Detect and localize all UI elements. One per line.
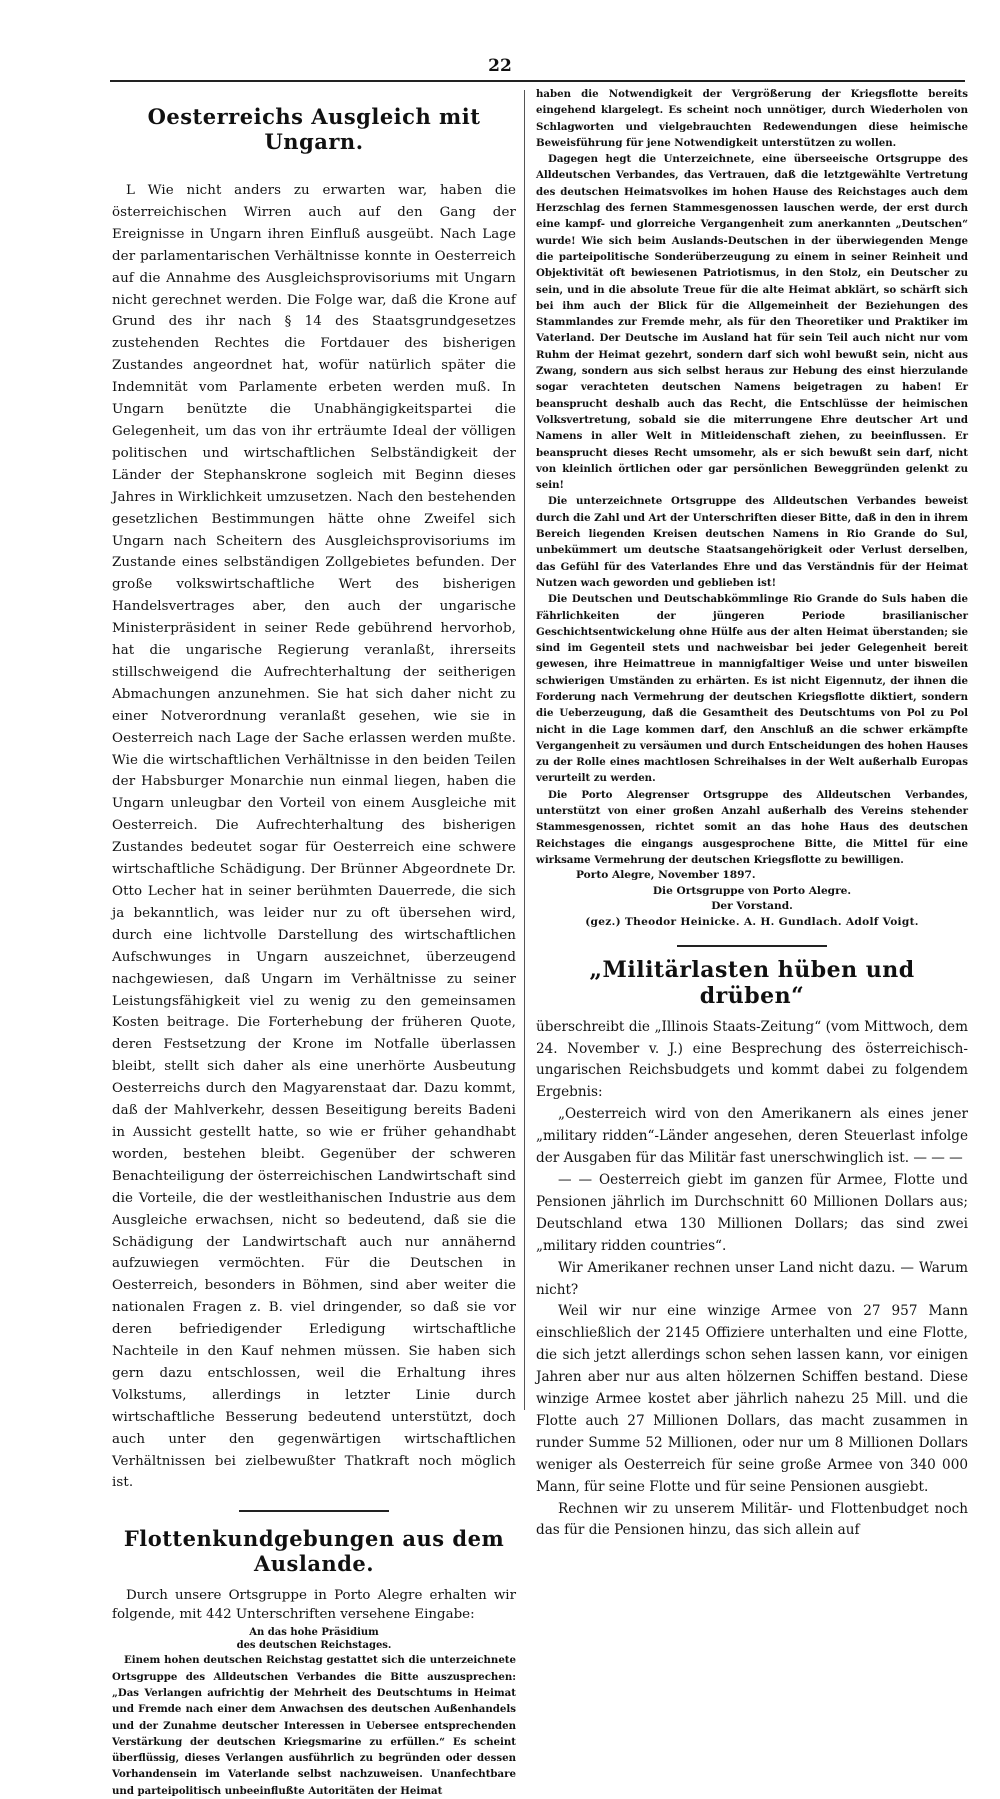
petition-paragraph: Die unterzeichnete Ortsgruppe des Alldeutschen Verbandes beweist durch die Zahl und Art der Unterschriften dieser Bitte, daß in den in ihrem Bereich liegenden Kreisen deutschen Namens in Rio Grande do Sul, unbekümmert um deutsche Staatsangehörigkeit oder Verlust derselben, das Gefühl für des Vaterlandes Ehre und das Verständnis für der Heimat Nutzen wach geworden und geblieben ist!: [536, 495, 968, 589]
petition-continued: haben die Notwendigkeit der Vergrößerung der Kriegsflotte bereits eingehend klargelegt. Es scheint noch unnötiger, durch Wiederholen von Schlagworten und vielgebrauchten Redewendungen diese heimische Beweisführung für jene Notwendigkeit unterstützen zu wollen.: [536, 88, 968, 149]
section-rule: [239, 1510, 389, 1512]
section-rule: [677, 945, 827, 947]
quote-paragraph: Weil wir nur eine winzige Armee von 27 957 Mann einschließlich der 2145 Offiziere unterhalten und eine Flotte, die sich jetzt allerdings schon sehen lassen kann, vor einigen Jahren aber nur aus alten hölzernen Schiffen bestand. Diese winzige Armee kostet aber jährlich nahezu 25 Mill. und die Flotte auch 27 Millionen Dollars, das macht zusammen in runder Summe 52 Millionen, oder nur um 8 Millionen Dollars weniger als Oesterreich für seine große Armee von 340 000 Mann, für seine Flotte und für seine Pensionen ausgiebt.: [536, 1303, 968, 1495]
article-title-flottenkundgebungen: Flottenkundgebungen aus dem Auslande.: [123, 1526, 505, 1577]
article-intro-flottenkundgebungen: Durch unsere Ortsgruppe in Porto Alegre erhalten wir folgende, mit 442 Unterschriften versehene Eingabe:: [112, 1588, 516, 1623]
article-intro-militaerlasten: überschreibt die „Illinois Staats-Zeitung“ (vom Mittwoch, dem 24. November v. J.) eine Besprechung des österreichisch-ungarischen Reichsbudgets und kommt dabei zu folgendem Ergebnis:: [536, 1018, 968, 1101]
group-line: Die Ortsgruppe von Porto Alegre.: [652, 884, 852, 897]
quote-paragraph: — — Oesterreich giebt im ganzen für Armee, Flotte und Pensionen jährlich im Durchschnitt 60 Millionen Dollars aus; Deutschland etwa 130 Millionen Dollars; das sind zwei „military ridden countries“.: [536, 1171, 968, 1254]
address-line-2: des deutschen Reichstages.: [236, 1640, 392, 1652]
column-divider: [524, 90, 525, 1410]
quote-paragraph: Wir Amerikaner rechnen unser Land nicht dazu. — Warum nicht?: [536, 1259, 968, 1298]
page-number: 22: [488, 56, 512, 76]
right-column: [536, 86, 968, 1542]
quote-paragraph: „Oesterreich wird von den Amerikanern als eines jener „military ridden“-Länder angesehen, deren Steuerlast infolge der Ausgaben für das Militär fast unerschwinglich ist. — — —: [536, 1106, 968, 1167]
petition-paragraph: Die Deutschen und Deutschabkömmlinge Rio Grande do Suls haben die Fährlichkeiten der jüngeren Periode brasilianischer Geschichtsentwickelung ohne Hülfe aus der alten Heimat überstanden; sie sind im Gegenteil stets und nachweisbar bei jeder Gelegenheit bereit gewesen, ihre Heimattreue in mannigfaltiger Weise und unter bisweilen schwierigen Umständen zu erhärten. Es ist nicht Eigennutz, der ihnen die Forderung nach Vermehrung der deutschen Kriegsflotte diktiert, sondern die Ueberzeugung, daß die Gesamtheit des Deutschtums von Pol zu Pol nicht in die Lage kommen darf, den Anschluß an die schwer erkämpfte Vergangenheit zu versäumen und durch Entscheidungen des hohen Hauses zu der Rolle eines machtlosen Schreihalses in der Welt außerhalb Europas verurteilt zu werden.: [536, 593, 968, 785]
board-line: Der Vorstand.: [711, 900, 793, 913]
left-column: [112, 86, 516, 1799]
petition-text: Einem hohen deutschen Reichstag gestattet sich die unterzeichnete Ortsgruppe des Alldeutschen Verbandes die Bitte auszusprechen: „Das Verlangen aufrichtig der Mehrheit des Deutschtums in Heimat und Fremde nach einer dem Anwachsen des deutschen Außenhandels und der Zunahme deutscher Interessen in Uebersee entsprechenden Verstärkung der deutschen Kriegsmarine zu erfüllen.“ Es scheint überflüssig, dieses Verlangen ausführlich zu begründen oder dessen Vorhandensein im Vaterlande selbst nachzuweisen. Unanfechtbare und parteipolitisch unbeeinflußte Autoritäten der Heimat: [112, 1654, 516, 1797]
article-body-ausgleich: L Wie nicht anders zu erwarten war, haben die österreichischen Wirren auch auf den Gang der Ereignisse in Ungarn ihren Einfluß ausgeübt. Nach Lage der parlamentarischen Verhältnisse konnte in Oesterreich auf die Annahme des Ausgleichsprovisoriums mit Ungarn nicht gerechnet werden. Die Folge war, daß die Krone auf Grund des ihr nach § 14 des Staatsgrundgesetzes zustehenden Rechtes die Fortdauer des bisherigen Zustandes angeordnet hat, wofür natürlich später die Indemnität vom Parlamente erbeten werden muß. In Ungarn benützte die Unabhängigkeitspartei die Gelegenheit, um das von ihr erträumte Ideal der völligen politischen und wirtschaftlichen Selbständigkeit der Länder der Stephanskrone sogleich mit Beginn dieses Jahres in Wirklichkeit umzusetzen. Nach den bestehenden gesetzlichen Bestimmungen hätte ohne Zweifel sich Ungarn nach Scheitern des Ausgleichsprovisoriums im Zustande eines selbständigen Zollgebietes befunden. Der große volkswirtschaftliche Wert des bisherigen Handelsvertrages aber, den auch der ungarische Ministerpräsident in seiner Rede gebührend hervorhob, hat die ungarische Regierung veranlaßt, ihrerseits stillschweigend die Aufrechterhaltung der seitherigen Abmachungen anzunehmen. Sie hat sich daher nicht zu einer Notverordnung veranlaßt gesehen, wie sie in Oesterreich nach Lage der Sache erlassen werden mußte. Wie die wirtschaftlichen Verhältnisse in den beiden Teilen der Habsburger Monarchie nun einmal liegen, haben die Ungarn unleugbar den Vorteil von einem Ausgleiche mit Oesterreich. Die Aufrechterhaltung des bisherigen Zustandes bedeutet sogar für Oesterreich eine schwere wirtschaftliche Schädigung. Der Brünner Abgeordnete Dr. Otto Lecher hat in seiner berühmten Dauerrede, die sich ja bekanntlich, was leider nur zu oft übersehen wird, durch eine lichtvolle Darstellung des wirtschaftlichen Aufschwunges in Ungarn auszeichnet, überzeugend nachgewiesen, daß Ungarn im Verhältnisse zu seiner Leistungsfähigkeit viel zu wenig zu den gemeinsamen Kosten beitrage. Die Forterhebung der früheren Quote, deren Festsetzung der Krone im Notfalle überlassen bleibt, stellt sich daher als eine unerhörte Ausbeutung Oesterreichs durch den Magyarenstaat dar. Dazu kommt, daß der Mahlverkehr, dessen Beseitigung bereits Badeni in Aussicht gestellt hatte, so wie er früher gehandhabt worden, bestehen bleibt. Gegenüber der schweren Benachteiligung der österreichischen Landwirtschaft sind die Vorteile, die der westleithanischen Industrie aus dem Ausgleiche erwachsen, nicht so bedeutend, daß sie die Schädigung der Landwirtschaft auch nur annähernd aufzuwiegen vermöchten. Für die Deutschen in Oesterreich, besonders in Böhmen, sind aber weiter die nationalen Fragen z. B. viel dringender, so daß sie vor deren befriedigender Erledigung wirtschaftliche Nachteile in den Kauf nehmen müssen. Sie haben sich gern dazu entschlossen, weil die Erhaltung ihres Volkstums, allerdings in letzter Linie durch wirtschaftliche Besserung bedeutend unterstützt, doch auch unter den gegenwärtigen wirtschaftlichen Verhältnissen bei zielbewußter Thatkraft noch möglich ist.: [112, 183, 516, 1491]
address-line-1: An das hohe Präsidium: [249, 1627, 379, 1639]
petition-paragraph: Dagegen hegt die Unterzeichnete, eine überseeische Ortsgruppe des Alldeutschen Verbandes, das Vertrauen, daß die letztgewählte Vertretung des deutschen Heimatsvolkes im hohen Hause des Reichstages auch dem Herzschlag des fernen Stammesgenossen lauschen werde, der erst durch eine kampf- und glorreiche Vergangenheit zum anerkannten „Deutschen“ wurde! Wie sich beim Auslands-Deutschen in der überwiegenden Menge die parteipolitische Sonderüberzeugung zu einem in seiner Reinheit und Objektivität oft bewiesenen Patriotismus, in den Stolz, ein Deutscher zu sein, und in die absolute Treue für die alte Heimat abklärt, so schärft sich bei ihm auch der Blick für die Allgemeinheit der Beziehungen des Stammlandes zur Fremde mehr, als für den Theoretiker und Praktiker im Vaterland. Der Deutsche im Ausland hat für sein Teil auch nicht nur vom Ruhm der Heimat gezehrt, sondern darf sich wohl bewußt sein, nicht aus Zwang, sondern aus sich selbst heraus zur Hebung des einst hierzulande sogar verachteten deutschen Namens beigetragen zu haben! Er beansprucht deshalb auch das Recht, die Entschlüsse der heimischen Volksvertretung, sobald sie die miterrungene Ehre deutscher Art und Namens in aller Welt in Mitleidenschaft ziehen, zu beeinflussen. Er beansprucht dieses Recht umsomehr, als er sich bewußt sein darf, nicht von kleinlich örtlichen oder gar persönlichen Beweggründen gelenkt zu sein!: [536, 153, 968, 492]
petition-paragraph: Die Porto Alegrenser Ortsgruppe des Alldeutschen Verbandes, unterstützt von einer großen Anzahl außerhalb des Vereins stehender Stammesgenossen, richtet somit an das hohe Haus des deutschen Reichstages die eingangs ausgesprochene Bitte, die Mittel für eine wirksame Vermehrung der deutschen Kriegsflotte zu bewilligen.: [536, 788, 968, 866]
quote-paragraph: Rechnen wir zu unserem Militär- und Flottenbudget noch das für die Pensionen hinzu, das sich allein auf: [536, 1500, 968, 1539]
signatures: (gez.) Theodor Heinicke. A. H. Gundlach. Adolf Voigt.: [585, 916, 919, 929]
article-title-militaerlasten: „Militärlasten hüben und drüben“: [589, 956, 915, 1009]
article-title-ausgleich: Oesterreichs Ausgleich mit Ungarn.: [147, 104, 481, 154]
place-date: Porto Alegre, November 1897.: [576, 869, 756, 882]
header-rule: [110, 80, 965, 82]
